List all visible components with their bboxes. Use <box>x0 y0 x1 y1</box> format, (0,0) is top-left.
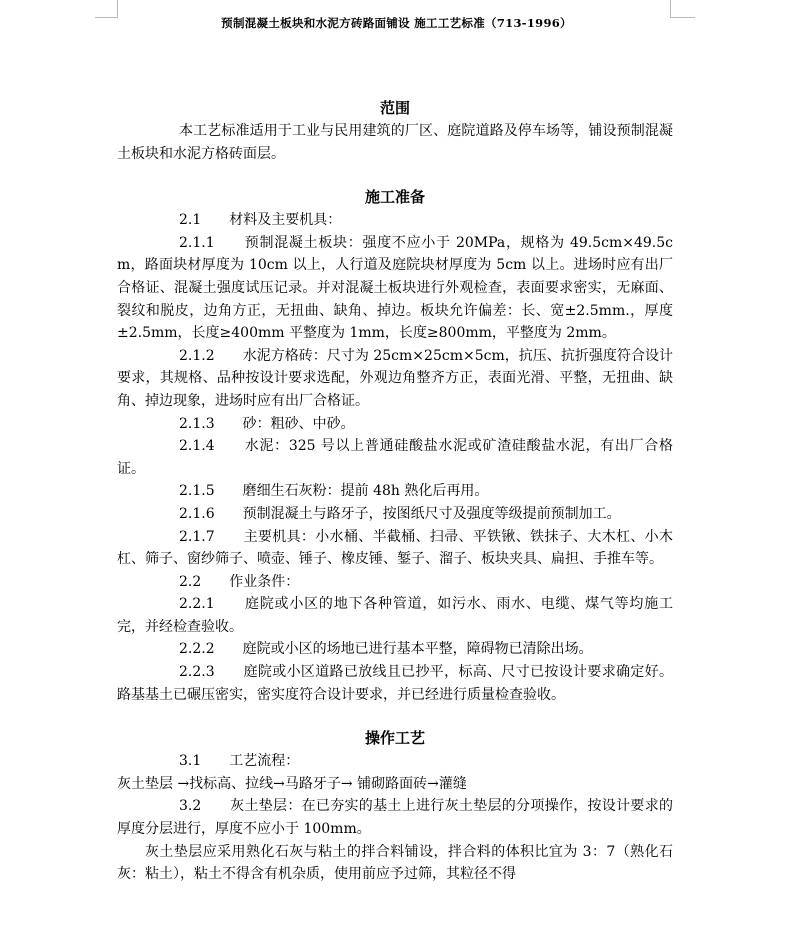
document-body <box>117 96 673 886</box>
process-lime-soil-paragraph: 灰土垫层应采用熟化石灰与粘土的拌合料铺设，拌合料的体积比宜为 3：7（熟化石灰：粘土），粘土不得含有机杂质，使用前应予过筛，其粒径不得 <box>117 843 673 883</box>
prep-item-2-1-5: 2.1.5 磨细生石灰粉：提前 48h 熟化后再用。 <box>179 483 489 500</box>
prep-item-2-2: 2.2 作业条件： <box>179 573 300 590</box>
section-heading-scope: 范围 <box>379 99 410 117</box>
scope-paragraph: 本工艺标准适用于工业与民用建筑的厂区、庭院道路及停车场等，铺设预制混凝土板块和水泥方格砖面层。 <box>117 123 673 162</box>
prep-item-2-1-7: 2.1.7 主要机具：小水桶、半截桶、扫帚、平铁锹、铁抹子、大木杠、小木杠、筛子、窗纱筛子、喷壶、锤子、橡皮锤、錾子、溜子、板块夹具、扁担、手推车等。 <box>117 528 673 568</box>
prep-item-2-1-4: 2.1.4 水泥：325 号以上普通硅酸盐水泥或矿渣硅酸盐水泥，有出厂合格证。 <box>117 438 673 477</box>
page-header-title: 预制混凝土板块和水泥方砖路面铺设 施工工艺标准（713-1996） <box>221 16 572 30</box>
section-heading-preparation: 施工准备 <box>364 188 425 207</box>
prep-item-2-1-3: 2.1.3 砂：粗砂、中砂。 <box>179 415 355 432</box>
prep-item-2-2-3: 2.2.3 庭院或小区道路已放线且已抄平，标高、尺寸已按设计要求确定好。路基基土已碾压密实，密实度符合设计要求，并已经进行质量检查验收。 <box>117 664 673 703</box>
prep-item-2-1-2: 2.1.2 水泥方格砖：尺寸为 25cm×25cm×5cm，抗压、抗折强度符合设计要求，其规格、品种按设计要求选配，外观边角整齐方正，表面光滑、平整，无扭曲、缺角、掉边现象，进场时应有出厂合格证。 <box>117 347 673 409</box>
prep-item-2-1: 2.1 材料及主要机具： <box>179 212 342 229</box>
process-item-3-1: 3.1 工艺流程： <box>179 753 300 770</box>
process-item-3-2: 3.2 灰土垫层：在已夯实的基土上进行灰土垫层的分项操作，按设计要求的厚度分层进行，厚度不应小于 100mm。 <box>117 798 673 838</box>
prep-item-2-1-6: 2.1.6 预制混凝土与路牙子，按图纸尺寸及强度等级提前预制加工。 <box>179 505 621 522</box>
prep-item-2-2-2: 2.2.2 庭院或小区的场地已进行基本平整，障碍物已清除出场。 <box>179 641 593 658</box>
prep-item-2-1-1: 2.1.1 预制混凝土板块：强度不应小于 20MPa，规格为 49.5cm×49.5cm，路面块材厚度为 10cm 以上，人行道及庭院块材厚度为 5cm 以上。进场时应有出厂合格证、混凝土强度试压记录。并对混凝土板块进行外观检查，表面要求密实，无麻面、裂纹和脱皮，边角方正，无扭曲、缺角、掉边。板块允许偏差：长、宽±2.5mm.，厚度±2.5mm，长度≥400mm 平整度为 1mm，长度≥800mm，平整度为 2mm。 <box>117 234 673 342</box>
process-flow-line: 灰土垫层 →找标高、拉线→马路牙子→ 铺砌路面砖→灌缝 <box>117 775 467 792</box>
prep-item-2-2-1: 2.2.1 庭院或小区的地下各种管道，如污水、雨水、电缆、煤气等均施工完，并经检查验收。 <box>117 596 673 635</box>
section-heading-process: 操作工艺 <box>364 729 425 748</box>
